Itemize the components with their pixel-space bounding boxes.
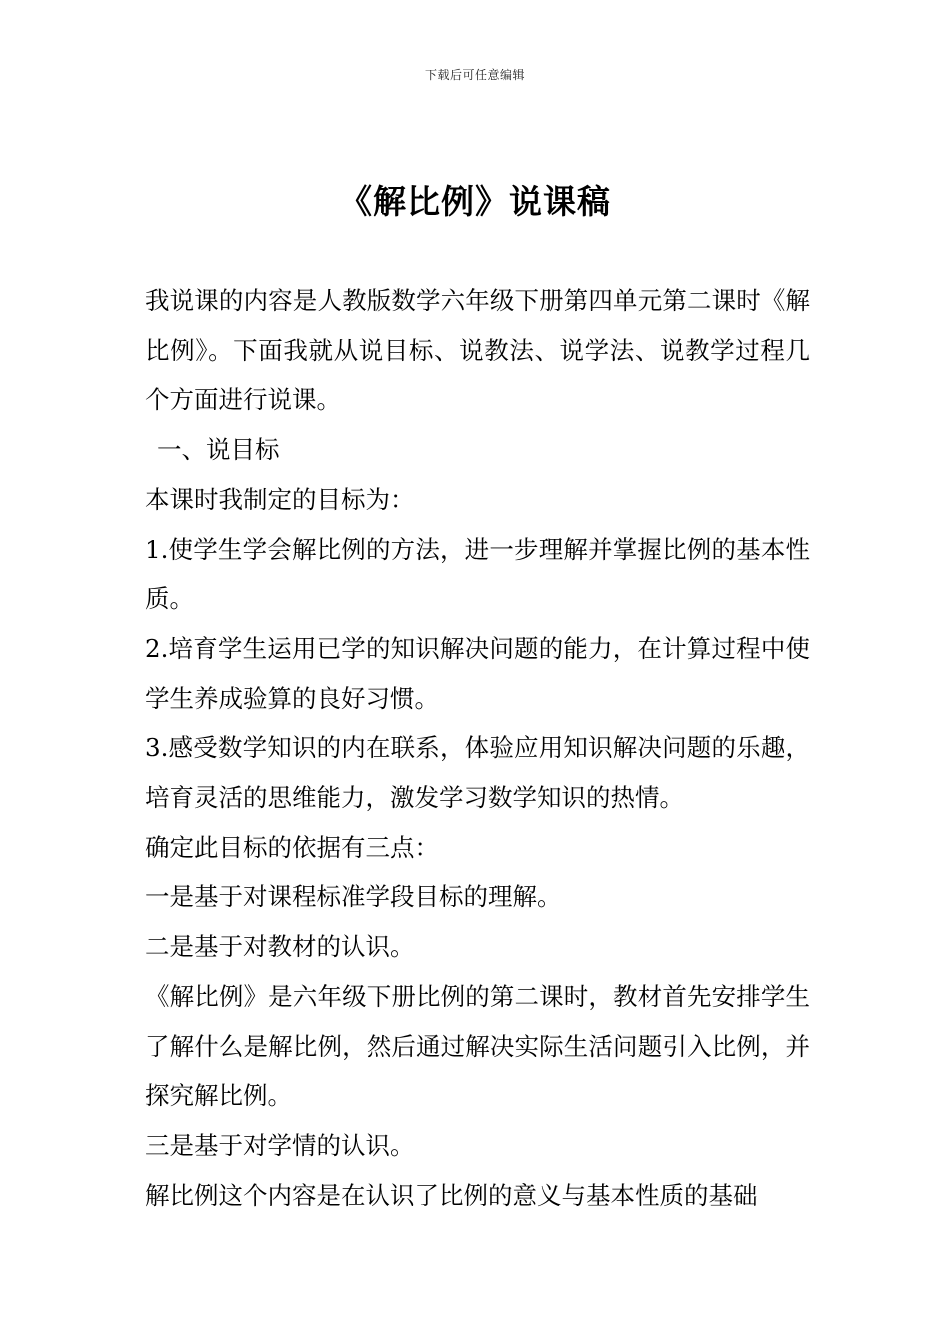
paragraph-goal-3: 3.感受数学知识的内在联系，体验应用知识解决问题的乐趣，培育灵活的思维能力，激发学习数学知识的热情。 [145,733,810,813]
header-note: 下载后可任意编辑 [424,68,525,82]
document-title: 《解比例》说课稿 [339,182,611,221]
paragraph-textbook: 《解比例》是六年级下册比例的第二课时，教材首先安排学生了解什么是解比例，然后通过解决实际生活问题引入比例，并探究解比例。 [145,981,810,1111]
paragraph-goals-lead: 本课时我制定的目标为： [145,484,415,514]
document-body [145,276,810,1220]
paragraph-basis-3: 三是基于对学情的认识。 [145,1130,415,1160]
paragraph-basis-lead: 确定此目标的依据有三点： [145,832,439,862]
paragraph-student-analysis: 解比例这个内容是在认识了比例的意义与基本性质的基础 [145,1180,758,1210]
paragraph-intro: 我说课的内容是人教版数学六年级下册第四单元第二课时《解比例》。下面我就从说目标、说教法、说学法、说教学过程几个方面进行说课。 [145,286,810,415]
paragraph-basis-2: 二是基于对教材的认识。 [145,932,415,962]
paragraph-goal-2: 2.培育学生运用已学的知识解决问题的能力，在计算过程中使学生养成验算的良好习惯。 [145,633,810,713]
section-heading-goals: 一、说目标 [157,435,280,465]
paragraph-goal-1: 1.使学生学会解比例的方法，进一步理解并掌握比例的基本性质。 [145,534,810,614]
paragraph-basis-1: 一是基于对课程标准学段目标的理解。 [145,882,562,912]
